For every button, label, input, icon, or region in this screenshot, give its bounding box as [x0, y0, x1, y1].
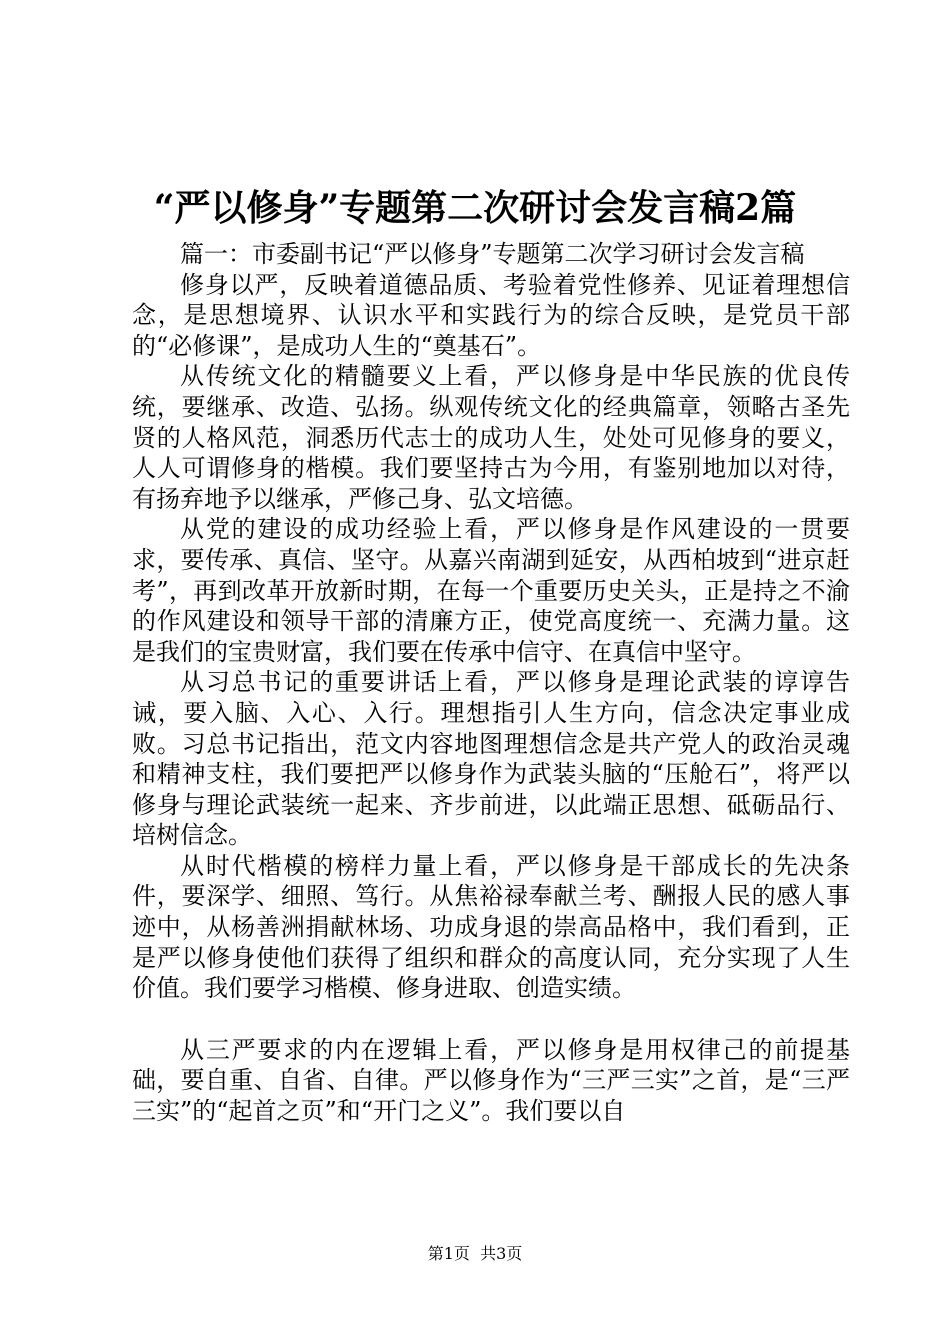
paragraph: 从习总书记的重要讲话上看，严以修身是理论武装的谆谆告诫，要入脑、入心、入行。理想指引人生方向，信念决定事业成败。习总书记指出，范文内容地图理想信念是共产党人的政治灵魂和精神支柱，我们要把严以修身作为武装头脑的“压舱石”，将严以修身与理论武装统一起来、齐步前进，以此端正思想、砥砺品行、培树信念。 [132, 668, 850, 850]
paragraph: 从党的建设的成功经验上看，严以修身是作风建设的一贯要求，要传承、真信、坚守。从嘉兴南湖到延安，从西柏坡到“进京赶考”，再到改革开放新时期，在每一个重要历史关头，正是持之不渝的作风建设和领导干部的清廉方正，使党高度统一、充满力量。这是我们的宝贵财富，我们要在传承中信守、在真信中坚守。 [132, 515, 850, 666]
paragraph: 从三严要求的内在逻辑上看，严以修身是用权律己的前提基础，要自重、自省、自律。严以修身作为“三严三实”之首，是“三严三实”的“起首之页”和“开门之义”。我们要以自 [132, 1035, 850, 1126]
paragraph: 修身以严，反映着道德品质、考验着党性修养、见证着理想信念，是思想境界、认识水平和实践行为的综合反映，是党员干部的“必修课”，是成功人生的“奠基石”。 [132, 270, 850, 360]
paragraph: 从时代楷模的榜样力量上看，严以修身是干部成长的先决条件，要深学、细照、笃行。从焦裕禄奉献兰考、酬报人民的感人事迹中，从杨善洲捐献林场、功成身退的崇高品格中，我们看到，正是严以修身使他们获得了组织和群众的高度认同，充分实现了人生价值。我们要学习楷模、修身进取、创造实绩。 [132, 851, 850, 1003]
section-heading: 篇一：市委副书记“严以修身”专题第二次学习研讨会发言稿 [180, 240, 805, 268]
document-body [132, 239, 850, 1127]
document-title: “严以修身”专题第二次研讨会发言稿2篇 [153, 187, 797, 229]
paragraph: 从传统文化的精髓要义上看，严以修身是中华民族的优良传统，要继承、改造、弘扬。纵观传统文化的经典篇章，领略古圣先贤的人格风范，洞悉历代志士的成功人生，处处可见修身的要义，人人可谓修身的楷模。我们要坚持古为今用，有鉴别地加以对待，有扬弃地予以继承，严修己身、弘文培德。 [132, 362, 850, 513]
page-number-footer: 第1页 共3页 [427, 1244, 523, 1263]
